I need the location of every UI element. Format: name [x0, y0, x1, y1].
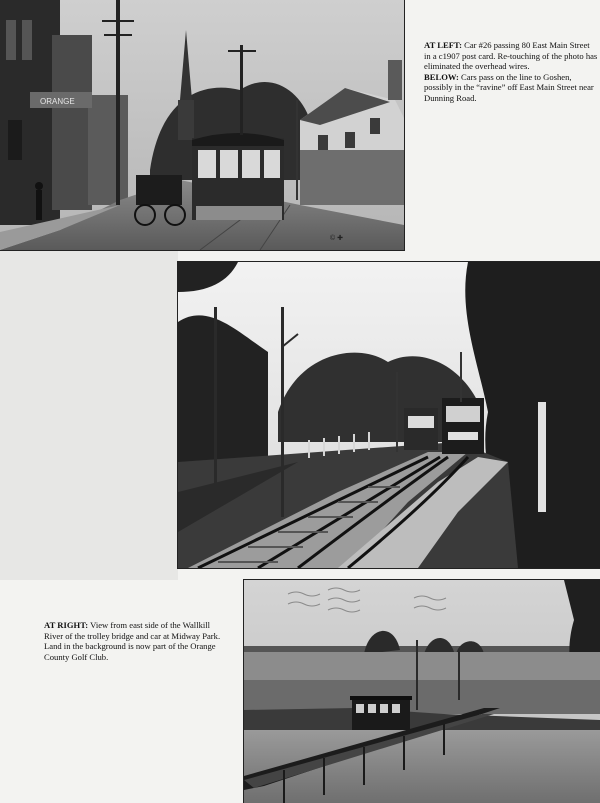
caption-text: Cars pass on the line to Goshen, possibly in the “ravine” off East Main Street near Dunning Road. [424, 71, 594, 103]
caption-at-right [44, 620, 230, 662]
caption-text: View from east side of the Wallkill River of the trolley bridge and car at Midway Park. Land in the background is now part of the Orange County Golf Club. [44, 620, 221, 662]
postcard-mark: © ✚ [330, 235, 343, 242]
street-scene-image [0, 0, 404, 250]
caption-at-left [424, 40, 598, 72]
photo-tracks-ravine [178, 262, 600, 568]
photo-street-scene [0, 0, 404, 250]
caption-top [424, 40, 598, 104]
storefront-sign: ORANGE [40, 97, 75, 106]
caption-bottom [44, 620, 230, 662]
photo-trolley-bridge [244, 580, 600, 803]
page-gutter-left [0, 250, 178, 580]
caption-lead: AT RIGHT: [44, 620, 89, 630]
caption-below [424, 72, 598, 104]
caption-lead: BELOW: [424, 71, 459, 82]
tracks-ravine-image [178, 262, 600, 568]
trolley-bridge-image [244, 580, 600, 803]
caption-text: Car #26 passing 80 East Main Street in a c1907 post card. Re-touching of the photo has eliminated the overhead wires. [424, 40, 598, 72]
caption-lead: AT LEFT: [424, 40, 462, 50]
